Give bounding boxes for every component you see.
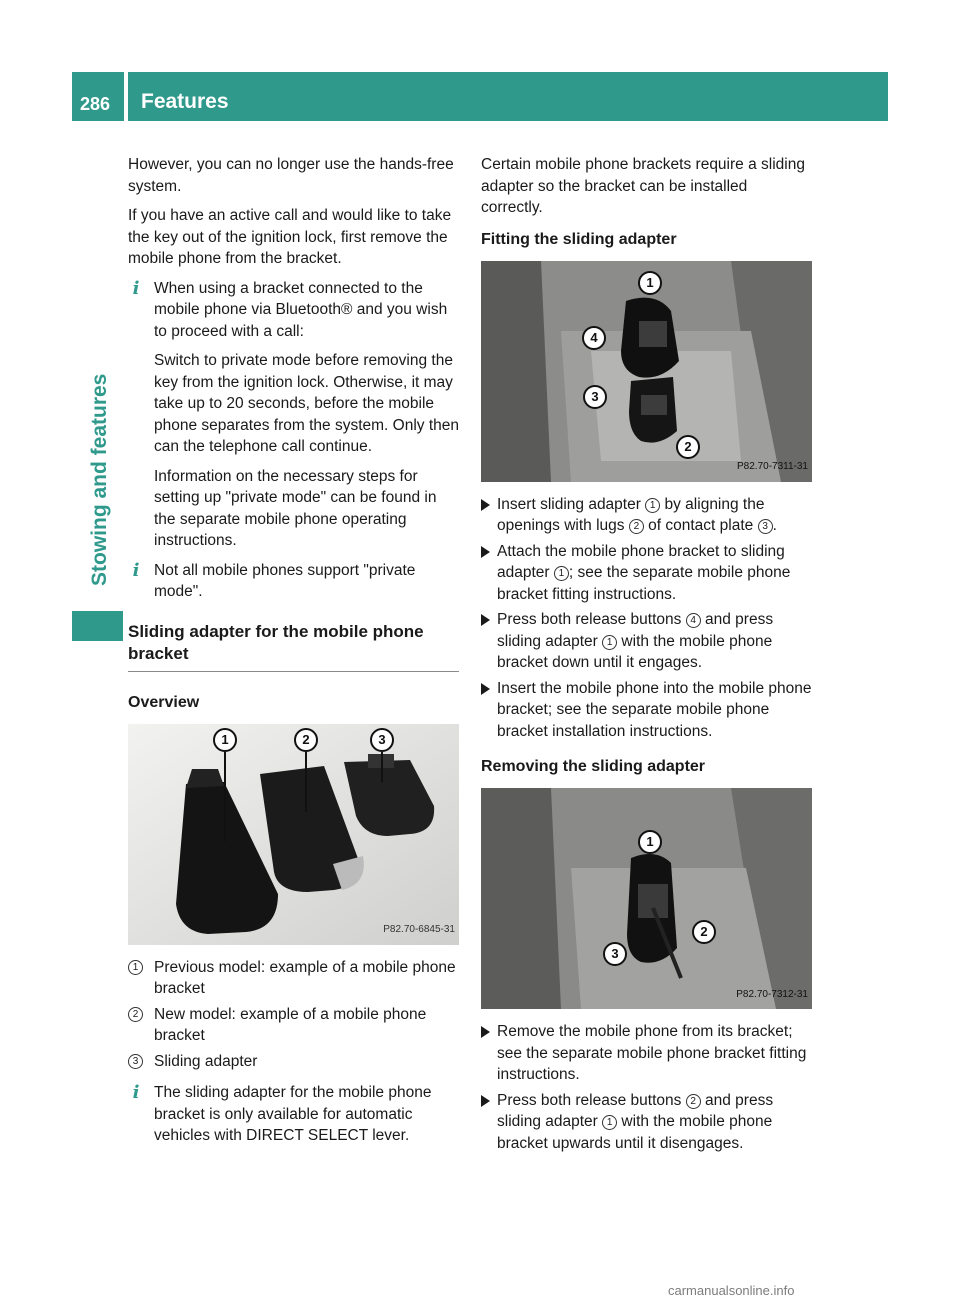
ref-number: 1 [645,498,660,513]
info-note [128,1082,459,1147]
note-text: Not all mobile phones support "private mode". [154,561,416,600]
callout-1: 1 [213,728,237,752]
subheading: Overview [128,693,200,711]
step: Remove the mobile phone from its bracket; see the separate mobile phone bracket fitting instructions. [481,1021,812,1086]
note-text: The sliding adapter for the mobile phone bracket is only available for automatic vehicles with DIRECT SELECT lever. [154,1084,432,1144]
ref-number: 2 [686,1094,701,1109]
callout-2: 2 [294,728,318,752]
legend-number: 3 [128,1054,143,1069]
info-icon: i [132,277,140,299]
leader-line [381,752,383,782]
step: Insert the mobile phone into the mobile phone bracket; see the separate mobile phone bracket installation instructions. [481,678,812,743]
step: Press both release buttons 4 and press sliding adapter 1 with the mobile phone bracket down until it engages. [481,609,812,674]
legend-item [128,1004,459,1047]
side-tab-block [72,611,123,641]
legend-item [128,1051,459,1073]
header-separator [124,72,128,121]
paragraph: However, you can no longer use the hands-free system. [128,156,454,195]
step-arrow-icon [481,546,490,558]
callout-1: 1 [638,271,662,295]
legend-item [128,957,459,1000]
ref-number: 2 [629,519,644,534]
subheading: Fitting the sliding adapter [481,230,677,248]
brackets-illustration [128,724,459,945]
ref-number: 1 [602,1115,617,1130]
step-arrow-icon [481,683,490,695]
side-tab-label: Stowing and features [88,373,111,586]
ref-number: 3 [758,519,773,534]
callout-3: 3 [583,385,607,409]
ref-number: 1 [602,635,617,650]
callout-1: 1 [638,830,662,854]
removing-illustration [481,788,812,1009]
step-arrow-icon [481,1095,490,1107]
step: Press both release buttons 2 and press sliding adapter 1 with the mobile phone bracket upwards until it disengages. [481,1090,812,1155]
note-text: When using a bracket connected to the mobile phone via Bluetooth® and you wish to proceed with a call: [154,279,448,340]
ref-number: 1 [554,566,569,581]
legend-text: Previous model: example of a mobile phone bracket [154,958,456,997]
removing-figure [481,788,812,1009]
figure-code: P82.70-7312-31 [736,988,808,1000]
figure-code: P82.70-7311-31 [737,461,808,472]
section-heading: Sliding adapter for the mobile phone bracket [128,621,459,672]
callout-4: 4 [582,326,606,350]
paragraph: If you have an active call and would like to take the key out of the ignition lock, first remove the mobile phone from the bracket. [128,207,452,267]
paragraph: Certain mobile phone brackets require a sliding adapter so the bracket can be installed correctly. [481,156,805,216]
callout-2: 2 [692,920,716,944]
step-arrow-icon [481,499,490,511]
right-column [481,154,812,1158]
info-note [128,278,459,552]
section-title: Features [141,90,229,113]
callout-3: 3 [603,942,627,966]
legend-number: 1 [128,960,143,975]
watermark: carmanualsonline.info [668,1283,795,1298]
callout-2: 2 [676,435,700,459]
legend-text: Sliding adapter [154,1052,258,1070]
figure-code: P82.70-6845-31 [383,924,455,935]
leader-line [305,752,307,812]
overview-figure [128,724,459,945]
callout-3: 3 [370,728,394,752]
info-icon: i [132,559,140,581]
info-note [128,560,459,603]
step: Insert sliding adapter 1 by aligning the openings with lugs 2 of contact plate 3 . [481,494,812,537]
leader-line [224,752,226,842]
legend-text: New model: example of a mobile phone bracket [154,1005,427,1044]
legend-number: 2 [128,1007,143,1022]
left-column [128,154,459,1155]
step: Attach the mobile phone bracket to sliding adapter 1 ; see the separate mobile phone bracket fitting instructions. [481,541,812,606]
step-arrow-icon [481,614,490,626]
page-number: 286 [80,94,111,114]
subheading: Removing the sliding adapter [481,758,706,775]
note-text: Information on the necessary steps for setting up "private mode" can be found in the separate mobile phone operating instructions. [154,467,437,549]
info-icon: i [132,1082,140,1103]
note-text: Switch to private mode before removing the key from the ignition lock. Otherwise, it may take up to 20 seconds, before the mobile phone separates from the system. Only then can the telephone call continue. [154,352,459,455]
step-arrow-icon [481,1026,490,1038]
fitting-figure [481,261,812,482]
ref-number: 4 [686,613,701,628]
